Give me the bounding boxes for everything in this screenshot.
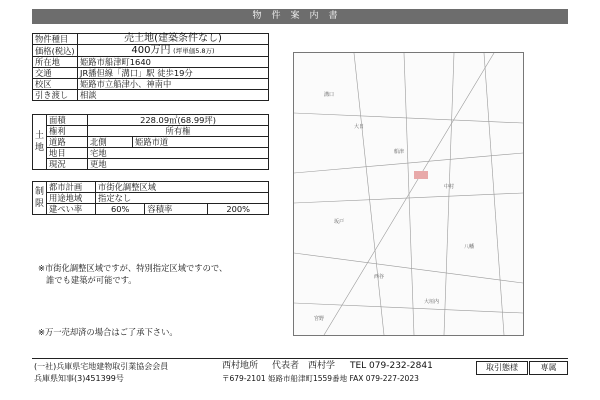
rep-name: 西村学 [308,361,336,371]
table-row [33,34,269,45]
page-title: 物件案内書 [32,9,568,24]
table-row [33,137,269,148]
note-line: ※市街化調整区域ですが、特別指定区域ですので、 [38,263,228,273]
road-side: 北側 [88,137,133,148]
zoning-value: 指定なし [96,193,269,204]
rights-value: 所有権 [88,126,269,137]
table-row [33,148,269,159]
property-marker [414,171,428,179]
summary-table [32,33,269,101]
row-label: 価格(税込) [33,45,78,57]
city-plan-value: 市街化調整区域 [96,182,269,193]
coverage-value: 60% [96,204,145,215]
footer [32,358,568,386]
table-row [33,45,269,57]
table-row [33,182,269,193]
regulation-table [32,181,269,215]
table-row [33,115,269,126]
address-value: 姫路市船津町1640 [78,57,269,68]
table-row [33,79,269,90]
map-label: 宮野 [314,316,325,322]
row-label: 権利 [47,126,88,137]
handover-value: 相談 [78,90,269,101]
row-label: 用途地域 [47,193,96,204]
road-type: 姫路市道 [133,137,269,148]
row-label: 現況 [47,159,88,170]
row-label: 面積 [47,115,88,126]
row-label: 校区 [33,79,78,90]
company-name: 西村地所 [222,361,259,371]
row-label: 都市計画 [47,182,96,193]
map-label: 坂戸 [334,219,345,225]
map-label: 中村 [444,184,455,190]
row-label: 建ぺい率 [47,204,96,215]
license-text: 兵庫県知事(3)451399号 [34,374,124,383]
regulation-group-label: 制限 [33,182,47,215]
location-map [293,52,524,336]
map-label: 八幡 [464,244,475,250]
current-state-value: 更地 [88,159,269,170]
property-type: 売土地(建築条件なし) [78,34,269,45]
land-category-value: 宅地 [88,148,269,159]
table-row [33,57,269,68]
row-label: 所在地 [33,57,78,68]
price-per-tsubo: (坪単価5.8万) [173,47,215,55]
row-label: 容積率 [145,204,208,215]
row-label: 物件種目 [33,34,78,45]
table-row [33,204,269,215]
map-label: 西谷 [374,274,385,280]
far-value: 200% [208,204,269,215]
price-value: 400万円 [131,45,171,56]
price-cell [78,45,269,57]
table-row [33,159,269,170]
land-table [32,114,269,170]
row-label: 交通 [33,68,78,79]
map-label: 大日 [354,124,365,130]
table-row [33,68,269,79]
school-value: 姫路市立船津小、神南中 [78,79,269,90]
association-text: (一社)兵庫県宅地建物取引業協会会員 [34,362,169,371]
row-label: 地目 [47,148,88,159]
address-fax-text: 〒679-2101 姫路市船津町1559番地 FAX 079-227-2023 [222,374,419,383]
rep-label: 代表者 [272,361,300,371]
tel-text: TEL 079-232-2841 [350,361,433,371]
row-label: 引き渡し [33,90,78,101]
land-group-label: 土地 [33,115,47,170]
transaction-mode-value: 専属 [529,361,568,375]
transport-value: JR播但線「溝口」駅 徒歩19分 [78,68,269,79]
table-row [33,126,269,137]
note-line: ※万一売却済の場合はご了承下さい。 [38,327,178,337]
row-label: 道路 [47,137,88,148]
table-row [33,90,269,101]
map-label: 溝口 [324,92,335,98]
note-line: 誰でも建築が可能です。 [46,275,137,285]
table-row [33,193,269,204]
map-label: 大垣内 [424,299,440,305]
area-value: 228.09㎡(68.99坪) [88,115,269,126]
map-label: 船津 [394,149,405,155]
transaction-mode-label: 取引態様 [476,361,528,375]
